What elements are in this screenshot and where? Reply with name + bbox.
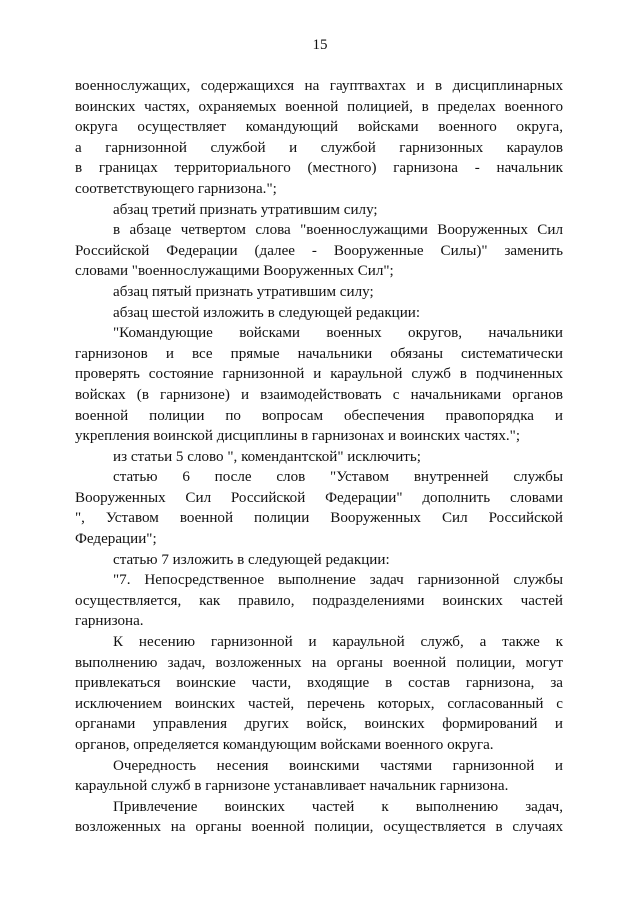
text-line: абзац шестой изложить в следующей редакции: [113, 304, 421, 321]
document-body [75, 76, 563, 838]
text-line: привлекаться воинские части, входящие в состав гарнизона, за [75, 675, 563, 692]
text-line: К несению гарнизонной и караульной служб, а также к [113, 634, 563, 651]
text-line: в абзаце четвертом слова "военнослужащими Вооруженных Сил [113, 222, 563, 239]
text-line: абзац третий признать утратившим силу; [113, 201, 378, 218]
text-line: осуществляется, как правило, подразделениями воинских частей [75, 592, 563, 609]
text-line: проверять состояние гарнизонной и караульной служб в подчиненных [75, 366, 563, 383]
text-line: воинских частях, охраняемых военной полицией, в пределах военного [75, 98, 563, 115]
text-line: войсках (в гарнизоне) и взаимодействовать с начальниками органов [75, 386, 563, 403]
text-line: военной полиции по вопросам обеспечения правопорядка и [75, 407, 563, 424]
text-line: укрепления воинской дисциплины в гарнизонах и воинских частях."; [75, 428, 521, 445]
text-line: исключением воинских частей, перечень которых, согласованный с [75, 695, 563, 712]
text-line: Привлечение воинских частей к выполнению задач, [113, 798, 563, 815]
text-line: абзац пятый признать утратившим силу; [113, 283, 374, 300]
text-line: караульной служб в гарнизоне устанавливает начальник гарнизона. [75, 778, 509, 795]
text-line: статью 7 изложить в следующей редакции: [113, 551, 390, 568]
text-line: "Командующие войсками военных округов, начальники [113, 325, 563, 342]
text-line: а гарнизонной службой и службой гарнизонных караулов [75, 139, 563, 156]
text-line: "7. Непосредственное выполнение задач гарнизонной службы [113, 572, 563, 589]
text-line: Российской Федерации (далее - Вооруженные Силы)" заменить [75, 242, 563, 259]
text-line: Федерации"; [75, 531, 157, 548]
text-line: округа осуществляет командующий войсками военного округа, [75, 119, 563, 136]
text-line: выполнению задач, возложенных на органы военной полиции, могут [75, 654, 563, 671]
text-line: словами "военнослужащими Вооруженных Сил"; [75, 263, 394, 280]
text-line: гарнизонов и все прямые начальники обязаны систематически [75, 345, 563, 362]
text-line: возложенных на органы военной полиции, осуществляется в случаях [75, 819, 563, 836]
text-line: Вооруженных Сил Российской Федерации" дополнить словами [75, 489, 563, 506]
text-line: соответствующего гарнизона."; [75, 180, 277, 197]
text-line: из статьи 5 слово ", комендантской" исключить; [113, 448, 421, 465]
text-line: военнослужащих, содержащихся на гауптвахтах и в дисциплинарных [75, 78, 563, 94]
text-line: статью 6 после слов "Уставом внутренней службы [113, 469, 563, 486]
text-line: органов, определяется командующим войсками военного округа. [75, 737, 494, 753]
text-line: ", Уставом военной полиции Вооруженных Сил Российской [75, 510, 563, 527]
text-line: Очередность несения воинскими частями гарнизонной и [113, 757, 563, 774]
text-line: гарнизона. [75, 613, 144, 630]
text-line: органами управления других войск, воинских формирований и [75, 716, 563, 733]
page-number: 15 [312, 37, 328, 53]
text-line: в границах территориального (местного) гарнизона - начальник [75, 160, 563, 177]
